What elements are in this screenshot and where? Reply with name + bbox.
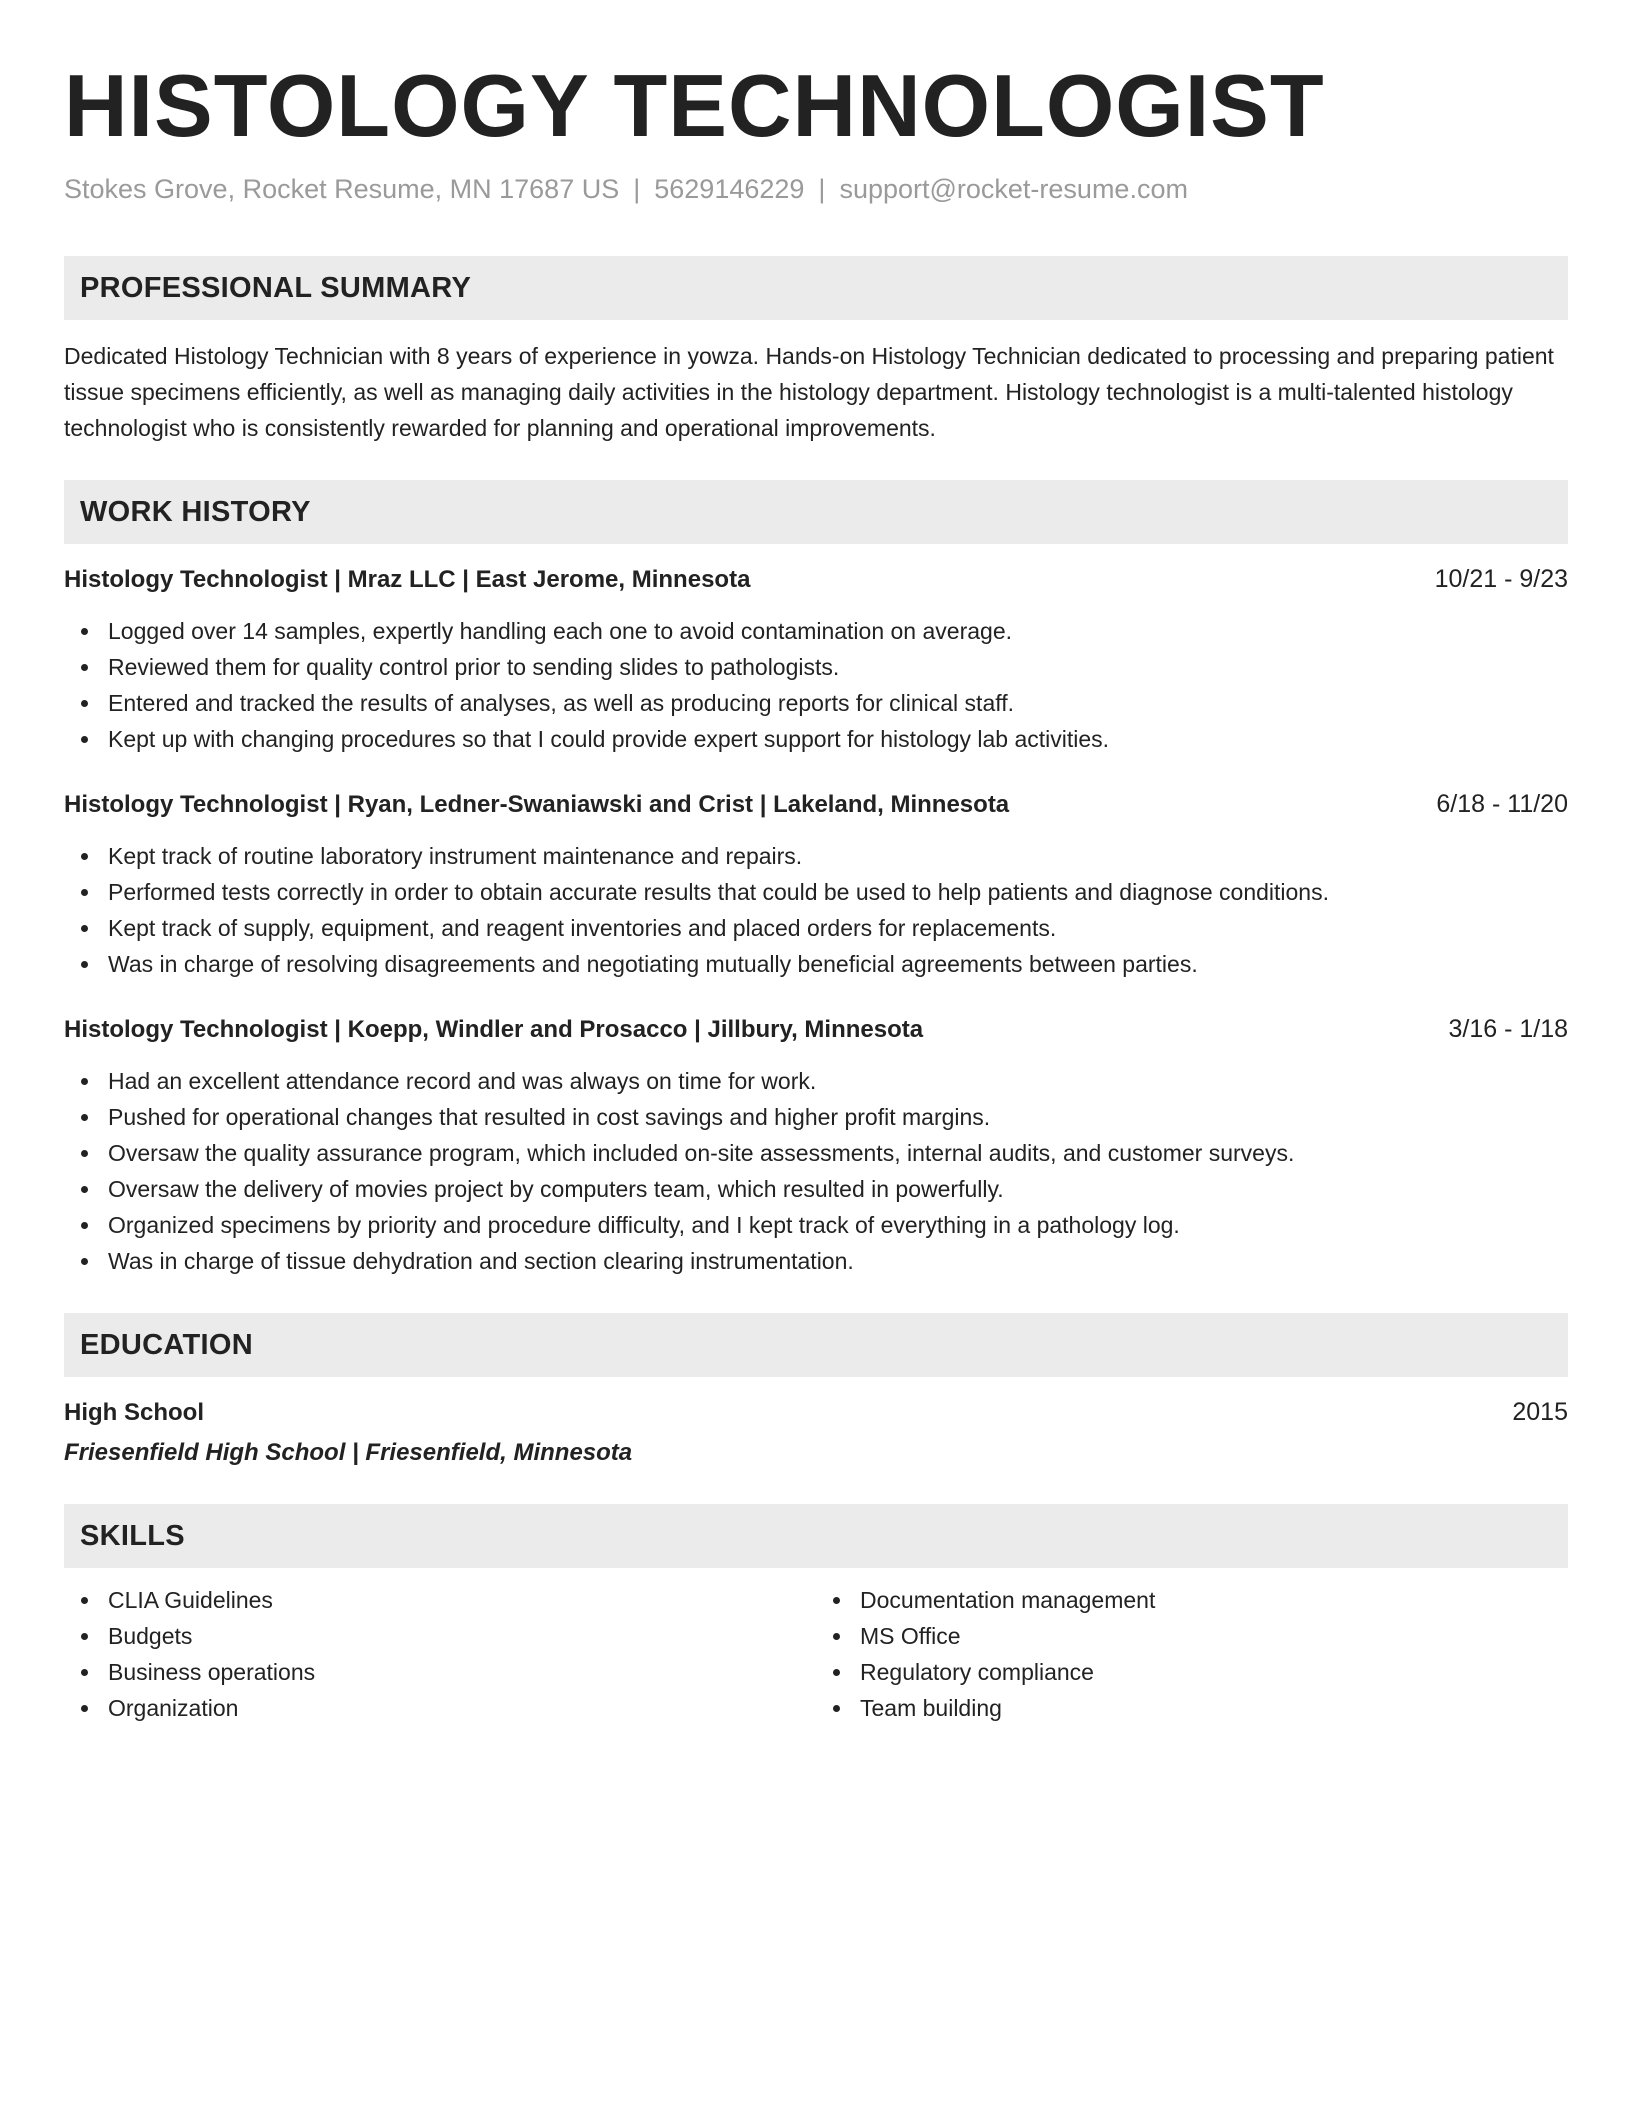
contact-separator: | — [818, 174, 826, 204]
skill-text: Regulatory compliance — [860, 1659, 1094, 1685]
education-header — [64, 1395, 1568, 1430]
job-bullet — [64, 1243, 1568, 1279]
job-bullet — [64, 1171, 1568, 1207]
job-bullet-text: Entered and tracked the results of analyses, as well as producing reports for clinical staff. — [108, 690, 1014, 716]
skill-text: Documentation management — [860, 1587, 1156, 1613]
job-bullet — [64, 946, 1568, 982]
job-bullet — [64, 721, 1568, 757]
bullet-dot-icon — [81, 1597, 88, 1604]
job-entry — [64, 562, 1568, 757]
section-header-summary: PROFESSIONAL SUMMARY — [64, 256, 1568, 320]
bullet-dot-icon — [81, 1222, 88, 1229]
skill-item — [816, 1690, 1568, 1726]
bullet-dot-icon — [81, 1705, 88, 1712]
job-bullets — [64, 838, 1568, 982]
bullet-dot-icon — [81, 628, 88, 635]
skill-item — [64, 1654, 816, 1690]
skill-item — [64, 1690, 816, 1726]
section-header-education: EDUCATION — [64, 1313, 1568, 1377]
education-year: 2015 — [1512, 1398, 1568, 1426]
job-bullet — [64, 1063, 1568, 1099]
job-title: Histology Technologist | Ryan, Ledner-Swaniawski and Crist | Lakeland, Minnesota — [64, 791, 1010, 818]
job-dates: 10/21 - 9/23 — [1434, 565, 1568, 593]
bullet-dot-icon — [81, 961, 88, 968]
job-bullet-text: Oversaw the delivery of movies project by computers team, which resulted in powerfully. — [108, 1176, 1004, 1202]
job-bullet-text: Was in charge of resolving disagreements and negotiating mutually beneficial agreements between parties. — [108, 951, 1198, 977]
bullet-dot-icon — [833, 1669, 840, 1676]
contact-email: support@rocket-resume.com — [839, 174, 1188, 204]
education-degree: High School — [64, 1399, 204, 1426]
bullet-dot-icon — [81, 853, 88, 860]
job-bullet-text: Oversaw the quality assurance program, which included on-site assessments, internal audits, and customer surveys. — [108, 1140, 1295, 1166]
skill-text: CLIA Guidelines — [108, 1587, 273, 1613]
skill-item — [64, 1582, 816, 1618]
job-header — [64, 787, 1568, 822]
job-bullet — [64, 910, 1568, 946]
skill-text: Budgets — [108, 1623, 193, 1649]
job-bullet-text: Organized specimens by priority and procedure difficulty, and I kept track of everything in a pathology log. — [108, 1212, 1180, 1238]
job-bullet — [64, 1135, 1568, 1171]
job-bullets — [64, 1063, 1568, 1279]
skill-item — [816, 1582, 1568, 1618]
skills-columns — [64, 1582, 1568, 1726]
contact-phone: 5629146229 — [654, 174, 805, 204]
job-bullet-text: Kept track of routine laboratory instrument maintenance and repairs. — [108, 843, 803, 869]
job-header — [64, 1012, 1568, 1047]
job-bullet — [64, 649, 1568, 685]
bullet-dot-icon — [81, 1078, 88, 1085]
skill-item — [816, 1618, 1568, 1654]
job-bullet — [64, 1207, 1568, 1243]
skill-text: Business operations — [108, 1659, 316, 1685]
job-dates: 3/16 - 1/18 — [1448, 1015, 1568, 1043]
job-bullet-text: Reviewed them for quality control prior to sending slides to pathologists. — [108, 654, 840, 680]
job-bullet-text: Was in charge of tissue dehydration and section clearing instrumentation. — [108, 1248, 854, 1274]
bullet-dot-icon — [81, 736, 88, 743]
job-bullet — [64, 874, 1568, 910]
job-bullets — [64, 613, 1568, 757]
summary-text: Dedicated Histology Technician with 8 years of experience in yowza. Hands-on Histology Technician dedicated to processing and preparing patient tissue specimens efficiently, as well as managing daily activities in the histology department. Histology technologist is a multi-talented histology technologist who is consistently rewarded for planning and operational improvements. — [64, 343, 1554, 441]
bullet-dot-icon — [81, 664, 88, 671]
skill-text: MS Office — [860, 1623, 961, 1649]
contact-address: Stokes Grove, Rocket Resume, MN 17687 US — [64, 174, 620, 204]
bullet-dot-icon — [81, 1633, 88, 1640]
skill-text: Organization — [108, 1695, 239, 1721]
skill-item — [64, 1618, 816, 1654]
job-bullet-text: Pushed for operational changes that resulted in cost savings and higher profit margins. — [108, 1104, 991, 1130]
bullet-dot-icon — [81, 1150, 88, 1157]
job-bullet — [64, 613, 1568, 649]
job-entry — [64, 1012, 1568, 1279]
section-header-skills: SKILLS — [64, 1504, 1568, 1568]
job-bullet-text: Logged over 14 samples, expertly handling each one to avoid contamination on average. — [108, 618, 1012, 644]
skill-text: Team building — [860, 1695, 1002, 1721]
bullet-dot-icon — [81, 889, 88, 896]
job-bullet-text: Had an excellent attendance record and was always on time for work. — [108, 1068, 817, 1094]
job-header — [64, 562, 1568, 597]
skills-list-right — [816, 1582, 1568, 1726]
job-bullet-text: Kept track of supply, equipment, and reagent inventories and placed orders for replacements. — [108, 915, 1057, 941]
contact-line — [64, 172, 1568, 206]
bullet-dot-icon — [81, 1669, 88, 1676]
education-entry — [64, 1395, 1568, 1470]
section-header-work-history: WORK HISTORY — [64, 480, 1568, 544]
job-dates: 6/18 - 11/20 — [1436, 790, 1568, 818]
job-bullet-text: Kept up with changing procedures so that I could provide expert support for histology lab activities. — [108, 726, 1110, 752]
bullet-dot-icon — [833, 1597, 840, 1604]
skill-item — [816, 1654, 1568, 1690]
job-bullet — [64, 838, 1568, 874]
job-title: Histology Technologist | Mraz LLC | East Jerome, Minnesota — [64, 566, 751, 593]
education-school: Friesenfield High School | Friesenfield, Minnesota — [64, 1439, 633, 1466]
bullet-dot-icon — [833, 1705, 840, 1712]
bullet-dot-icon — [81, 700, 88, 707]
bullet-dot-icon — [833, 1633, 840, 1640]
candidate-name: HISTOLOGY TECHNOLOGIST — [64, 56, 1325, 155]
bullet-dot-icon — [81, 1186, 88, 1193]
bullet-dot-icon — [81, 925, 88, 932]
contact-separator: | — [633, 174, 641, 204]
job-bullet — [64, 685, 1568, 721]
job-bullet — [64, 1099, 1568, 1135]
job-title: Histology Technologist | Koepp, Windler and Prosacco | Jillbury, Minnesota — [64, 1016, 924, 1043]
bullet-dot-icon — [81, 1114, 88, 1121]
job-entry — [64, 787, 1568, 982]
bullet-dot-icon — [81, 1258, 88, 1265]
skills-list-left — [64, 1582, 816, 1726]
job-bullet-text: Performed tests correctly in order to obtain accurate results that could be used to help patients and diagnose conditions. — [108, 879, 1329, 905]
